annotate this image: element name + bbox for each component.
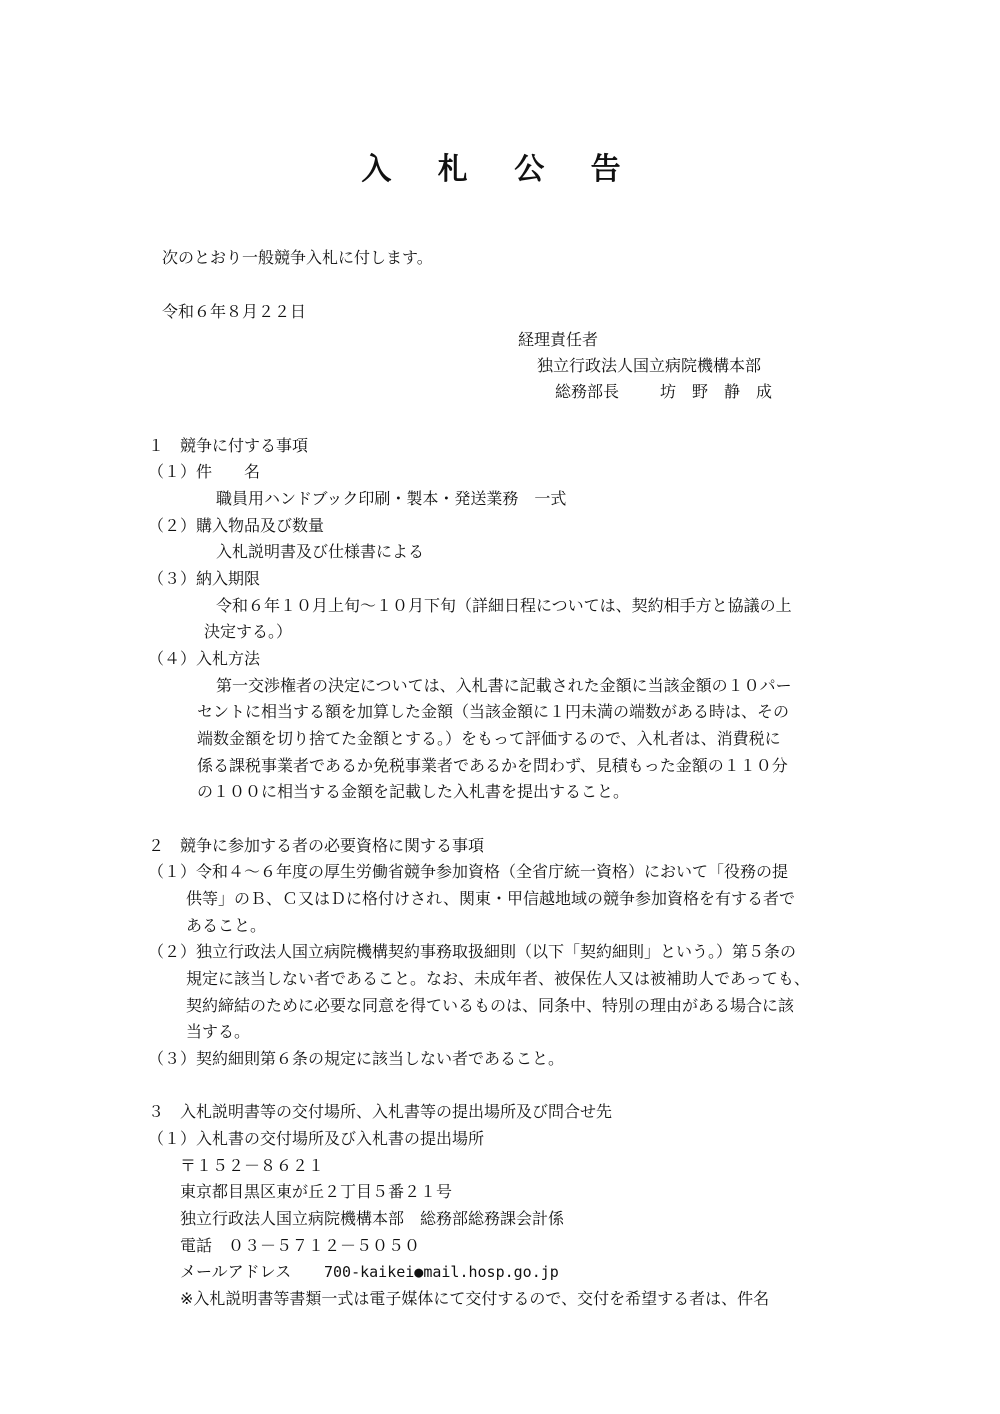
section1-item3-line: 令和６年１０月上旬～１０月下旬（詳細日程については、契約相手方と協議の上 (216, 596, 792, 615)
office-name: 独立行政法人国立病院機構本部 総務部総務課会計係 (180, 1209, 565, 1228)
section1-item4-line: 端数金額を切り捨てた金額とする。）をもって評価するので、入札者は、消費税に (197, 729, 781, 748)
section2-item2-line: 規定に該当しない者であること。なお、未成年者、被保佐人又は被補助人であっても、 (186, 969, 810, 988)
section1-item1-text: 職員用ハンドブック印刷・製本・発送業務 一式 (216, 489, 567, 508)
section1-item4-label: （４）入札方法 (148, 649, 261, 668)
email-label: メールアドレス (180, 1262, 292, 1281)
intro-text: 次のとおり一般競争入札に付します。 (162, 248, 433, 267)
section3-item1-label: （１）入札書の交付場所及び入札書の提出場所 (148, 1129, 485, 1148)
postal-code: 〒１５２－８６２１ (180, 1156, 325, 1175)
section1-item3-label: （３）納入期限 (148, 569, 261, 588)
section1-item4-line: 係る課税事業者であるか免税事業者であるかを問わず、見積もった金額の１１０分 (197, 756, 788, 775)
distribution-note: ※入札説明書等書類一式は電子媒体にて交付するので、交付を希望する者は、件名 (180, 1289, 770, 1308)
section2-item1-line: （１）令和４～６年度の厚生労働省競争参加資格（全省庁統一資格）において「役務の提 (148, 862, 789, 881)
section2-item2-line: 契約締結のために必要な同意を得ているものは、同条中、特別の理由がある場合に該 (186, 996, 795, 1015)
section1-item2-label: （２）購入物品及び数量 (148, 516, 325, 535)
section1-item4-line: の１００に相当する金額を記載した入札書を提出すること。 (197, 782, 630, 801)
section2-item2-line: （２）独立行政法人国立病院機構契約事務取扱細則（以下「契約細則」という。）第５条の (148, 942, 797, 961)
section2-item1-line: 供等」のＢ、Ｃ又はＤに格付けされ、関東・甲信越地域の競争参加資格を有する者で (186, 889, 795, 908)
section1-item4-line: セントに相当する額を加算した金額（当該金額に１円未満の端数がある時は、その (197, 702, 790, 721)
section2-item2-line: 当する。 (186, 1022, 251, 1041)
email-address: 700-kaikei●mail.hosp.go.jp (324, 1263, 559, 1281)
document-title: 入 札 公 告 (361, 152, 639, 187)
section1-item4-line: 第一交渉権者の決定については、入札書に記載された金額に当該金額の１０パー (216, 676, 792, 695)
signatory-role: 経理責任者 (518, 330, 599, 349)
section1-item3-line: 決定する。） (204, 622, 293, 641)
section2-item3: （３）契約細則第６条の規定に該当しない者であること。 (148, 1049, 565, 1068)
section1-item1-label: （１）件 名 (148, 462, 261, 481)
signatory-org: 独立行政法人国立病院機構本部 (537, 356, 762, 375)
section2-heading: ２ 競争に参加する者の必要資格に関する事項 (148, 836, 485, 855)
phone-number: 電話 ０３－５７１２－５０５０ (180, 1236, 421, 1255)
section1-heading: １ 競争に付する事項 (148, 436, 309, 455)
section1-item2-text: 入札説明書及び仕様書による (216, 542, 425, 561)
section2-item1-line: あること。 (186, 916, 267, 935)
signatory-name: 坊 野 静 成 (660, 382, 773, 401)
address: 東京都目黒区東が丘２丁目５番２１号 (180, 1182, 453, 1201)
notice-date: 令和６年８月２２日 (162, 302, 307, 321)
signatory-position: 総務部長 (555, 382, 620, 401)
section3-heading: ３ 入札説明書等の交付場所、入札書等の提出場所及び問合せ先 (148, 1102, 613, 1121)
